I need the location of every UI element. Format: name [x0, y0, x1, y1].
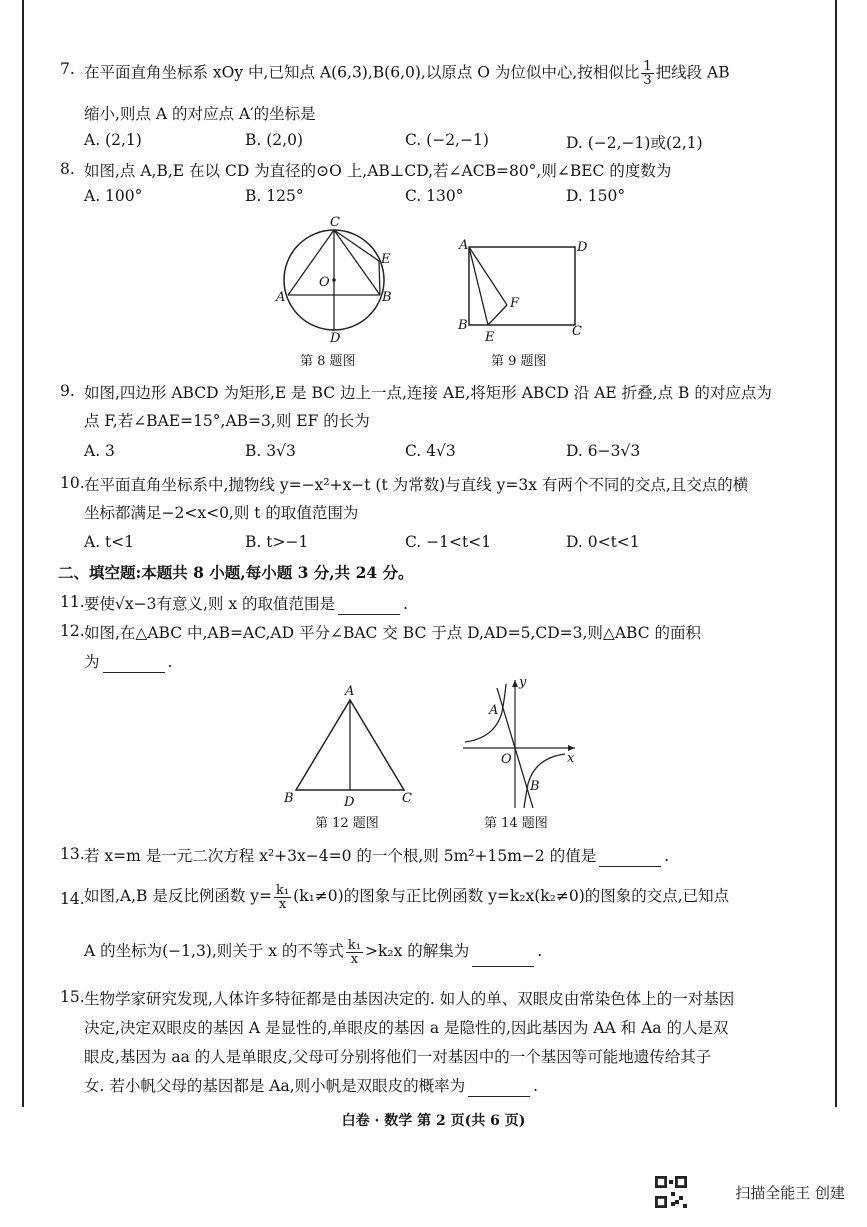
q14-answer-blank[interactable]	[472, 950, 534, 967]
q10-line2: 坐标都满足−2<x<0,则 t 的取值范围为	[84, 504, 359, 522]
fig9-line-fe	[488, 305, 507, 325]
fig9-label-c: C	[572, 324, 582, 339]
q12-line1: 如图,在△ABC 中,AB=AC,AD 平分∠BAC 交 BC 于点 D,AD=5,CD=3,则△ABC 的面积	[84, 624, 701, 642]
fig14-label-y: y	[519, 675, 527, 690]
q7-frac-den: 3	[643, 73, 652, 88]
fig9-line-ae	[469, 247, 488, 325]
left-margin-line	[22, 0, 24, 1107]
fig9-label-a: A	[459, 238, 469, 253]
fig9-label-f: F	[510, 296, 520, 311]
page-footer: 白卷 · 数学 第 2 页(共 6 页)	[341, 1113, 526, 1129]
fig8-center-dot	[332, 278, 336, 282]
fig8-caption: 第 8 题图	[300, 354, 356, 369]
q9-option-d: D. 6−3√3	[566, 442, 641, 460]
q11-period: .	[403, 595, 408, 613]
fig8-line-eb	[379, 261, 380, 295]
q8-number: 8.	[60, 160, 75, 178]
q10-number: 10.	[60, 474, 85, 492]
q15-line3: 眼皮,基因为 aa 的人是单眼皮,父母可分别将他们一对基因中的一个基因等可能地遗传给其子	[84, 1048, 712, 1066]
fig8-label-b: B	[382, 290, 392, 305]
q14-number: 14.	[60, 890, 85, 908]
fig14-label-o: O	[501, 752, 512, 767]
fig8-label-c: C	[330, 215, 340, 230]
q10-option-d: D. 0<t<1	[566, 533, 640, 551]
q7-line2: 缩小,则点 A 的对应点 A′的坐标是	[84, 105, 316, 123]
fig8-line-cb	[334, 230, 380, 295]
q13-number: 13.	[60, 845, 85, 863]
fig9-caption: 第 9 题图	[491, 354, 547, 369]
fig12-caption: 第 12 题图	[315, 816, 379, 831]
q13-text: 若 x=m 是一元二次方程 x²+3x−4=0 的一个根,则 5m²+15m−2 的值是	[84, 847, 597, 865]
q14-frac1-den: x	[278, 896, 287, 912]
q8-option-c: C. 130°	[405, 187, 464, 205]
q14-frac1-num: k₁	[276, 882, 290, 898]
q11-answer-blank[interactable]	[338, 598, 400, 615]
q11-text: 要使√x−3有意义,则 x 的取值范围是	[84, 595, 335, 613]
q7-option-d: D. (−2,−1)或(2,1)	[566, 134, 703, 152]
q14-period: .	[537, 942, 543, 960]
q7-option-c: C. (−2,−1)	[405, 131, 489, 149]
qr-code-icon	[655, 1176, 687, 1208]
figure-8	[270, 215, 410, 345]
q14-frac2-den: x	[350, 951, 359, 967]
section-2-heading: 二、填空题:本题共 8 小题,每小题 3 分,共 24 分。	[58, 563, 414, 582]
q9-option-a: A. 3	[84, 442, 115, 460]
q15-period: .	[533, 1077, 539, 1095]
q11-number: 11.	[60, 593, 85, 611]
q9-option-c: C. 4√3	[405, 442, 456, 460]
q14-text-c: A 的坐标为(−1,3),则关于 x 的不等式	[84, 942, 344, 960]
q14-fraction-2	[346, 939, 363, 966]
fig14-label-a: A	[489, 703, 499, 718]
right-margin-line	[835, 0, 837, 1107]
q12-text: 为	[84, 653, 100, 671]
q12-period: .	[167, 653, 173, 671]
fig14-caption: 第 14 题图	[484, 816, 548, 831]
fig12-label-a: A	[345, 684, 355, 699]
q8-option-b: B. 125°	[245, 187, 304, 205]
q9-line2: 点 F,若∠BAE=15°,AB=3,则 EF 的长为	[84, 412, 370, 430]
q14-line1	[84, 880, 729, 912]
figure-12	[280, 682, 420, 810]
q10-line1: 在平面直角坐标系中,抛物线 y=−x²+x−t (t 为常数)与直线 y=3x 有两个不同的交点,且交点的横	[84, 476, 749, 494]
q7-option-b: B. (2,0)	[245, 131, 303, 149]
q10-option-b: B. t>−1	[245, 533, 309, 551]
q13-line	[84, 845, 669, 867]
fig14-label-x: x	[567, 751, 575, 766]
fig9-label-b: B	[458, 318, 468, 333]
q9-number: 9.	[60, 382, 75, 400]
q15-text: 女. 若小帆父母的基因都是 Aa,则小帆是双眼皮的概率为	[84, 1077, 466, 1095]
q7-text-b: 把线段 AB	[655, 63, 730, 82]
q14-fraction-1	[274, 884, 291, 911]
q13-answer-blank[interactable]	[599, 850, 661, 867]
fig8-label-e: E	[381, 252, 391, 267]
q12-answer-blank[interactable]	[103, 656, 165, 673]
q14-text-b: (k₁≠0)的图象与正比例函数 y=k₂x(k₂≠0)的图象的交点,已知点	[293, 887, 730, 905]
q10-option-c: C. −1<t<1	[405, 533, 492, 551]
fig14-hyperbola-branch-1	[465, 684, 506, 742]
q15-answer-blank[interactable]	[468, 1080, 530, 1097]
q8-option-d: D. 150°	[566, 187, 626, 205]
q9-line1: 如图,四边形 ABCD 为矩形,E 是 BC 边上一点,连接 AE,将矩形 ABCD 沿 AE 折叠,点 B 的对应点为	[84, 384, 772, 402]
q14-text-a: 如图,A,B 是反比例函数 y=	[84, 887, 273, 905]
fig12-label-b: B	[284, 791, 294, 806]
q8-option-a: A. 100°	[84, 187, 143, 205]
q15-number: 15.	[60, 988, 85, 1006]
q10-option-a: A. t<1	[84, 533, 135, 551]
fig14-label-b: B	[530, 779, 540, 794]
fig9-label-d: D	[577, 240, 588, 255]
q15-line2: 决定,决定双眼皮的基因 A 是显性的,单眼皮的基因 a 是隐性的,因此基因为 AA 和 Aa 的人是双	[84, 1019, 729, 1037]
q7-frac-num: 1	[643, 59, 652, 74]
q8-text: 如图,点 A,B,E 在以 CD 为直径的⊙O 上,AB⊥CD,若∠ACB=80°,则∠BEC 的度数为	[84, 162, 672, 180]
q12-number: 12.	[60, 622, 85, 640]
figure-14	[455, 672, 585, 812]
fig8-label-o: O	[319, 275, 330, 290]
q7-line1	[84, 60, 730, 87]
q7-number: 7.	[60, 60, 75, 78]
q7-fraction	[641, 60, 653, 87]
scanner-watermark: 扫描全能王 创建	[735, 1184, 845, 1202]
q11-line	[84, 593, 408, 615]
fig9-line-af	[469, 247, 507, 305]
q15-line4	[84, 1075, 538, 1097]
q15-line1: 生物学家研究发现,人体许多特征都是由基因决定的. 如人的单、双眼皮由常染色体上的一对基因	[84, 990, 735, 1008]
fig9-label-e: E	[485, 330, 495, 345]
fig14-y-arrow	[512, 680, 518, 687]
fig8-label-d: D	[330, 331, 341, 345]
q9-option-b: B. 3√3	[245, 442, 296, 460]
q7-option-a: A. (2,1)	[84, 131, 142, 149]
fig12-label-c: C	[402, 791, 412, 806]
fig12-label-d: D	[344, 795, 355, 810]
figure-9	[455, 235, 595, 345]
q13-period: .	[664, 847, 670, 865]
q7-text-a: 在平面直角坐标系 xOy 中,已知点 A(6,3),B(6,0),以原点 O 为位似中心,按相似比	[84, 63, 640, 82]
q14-line2	[84, 935, 542, 967]
q12-line2	[84, 651, 172, 673]
fig8-label-a: A	[276, 290, 286, 305]
q14-frac2-num: k₁	[347, 937, 361, 953]
q14-text-d: >k₂x 的解集为	[364, 942, 470, 960]
